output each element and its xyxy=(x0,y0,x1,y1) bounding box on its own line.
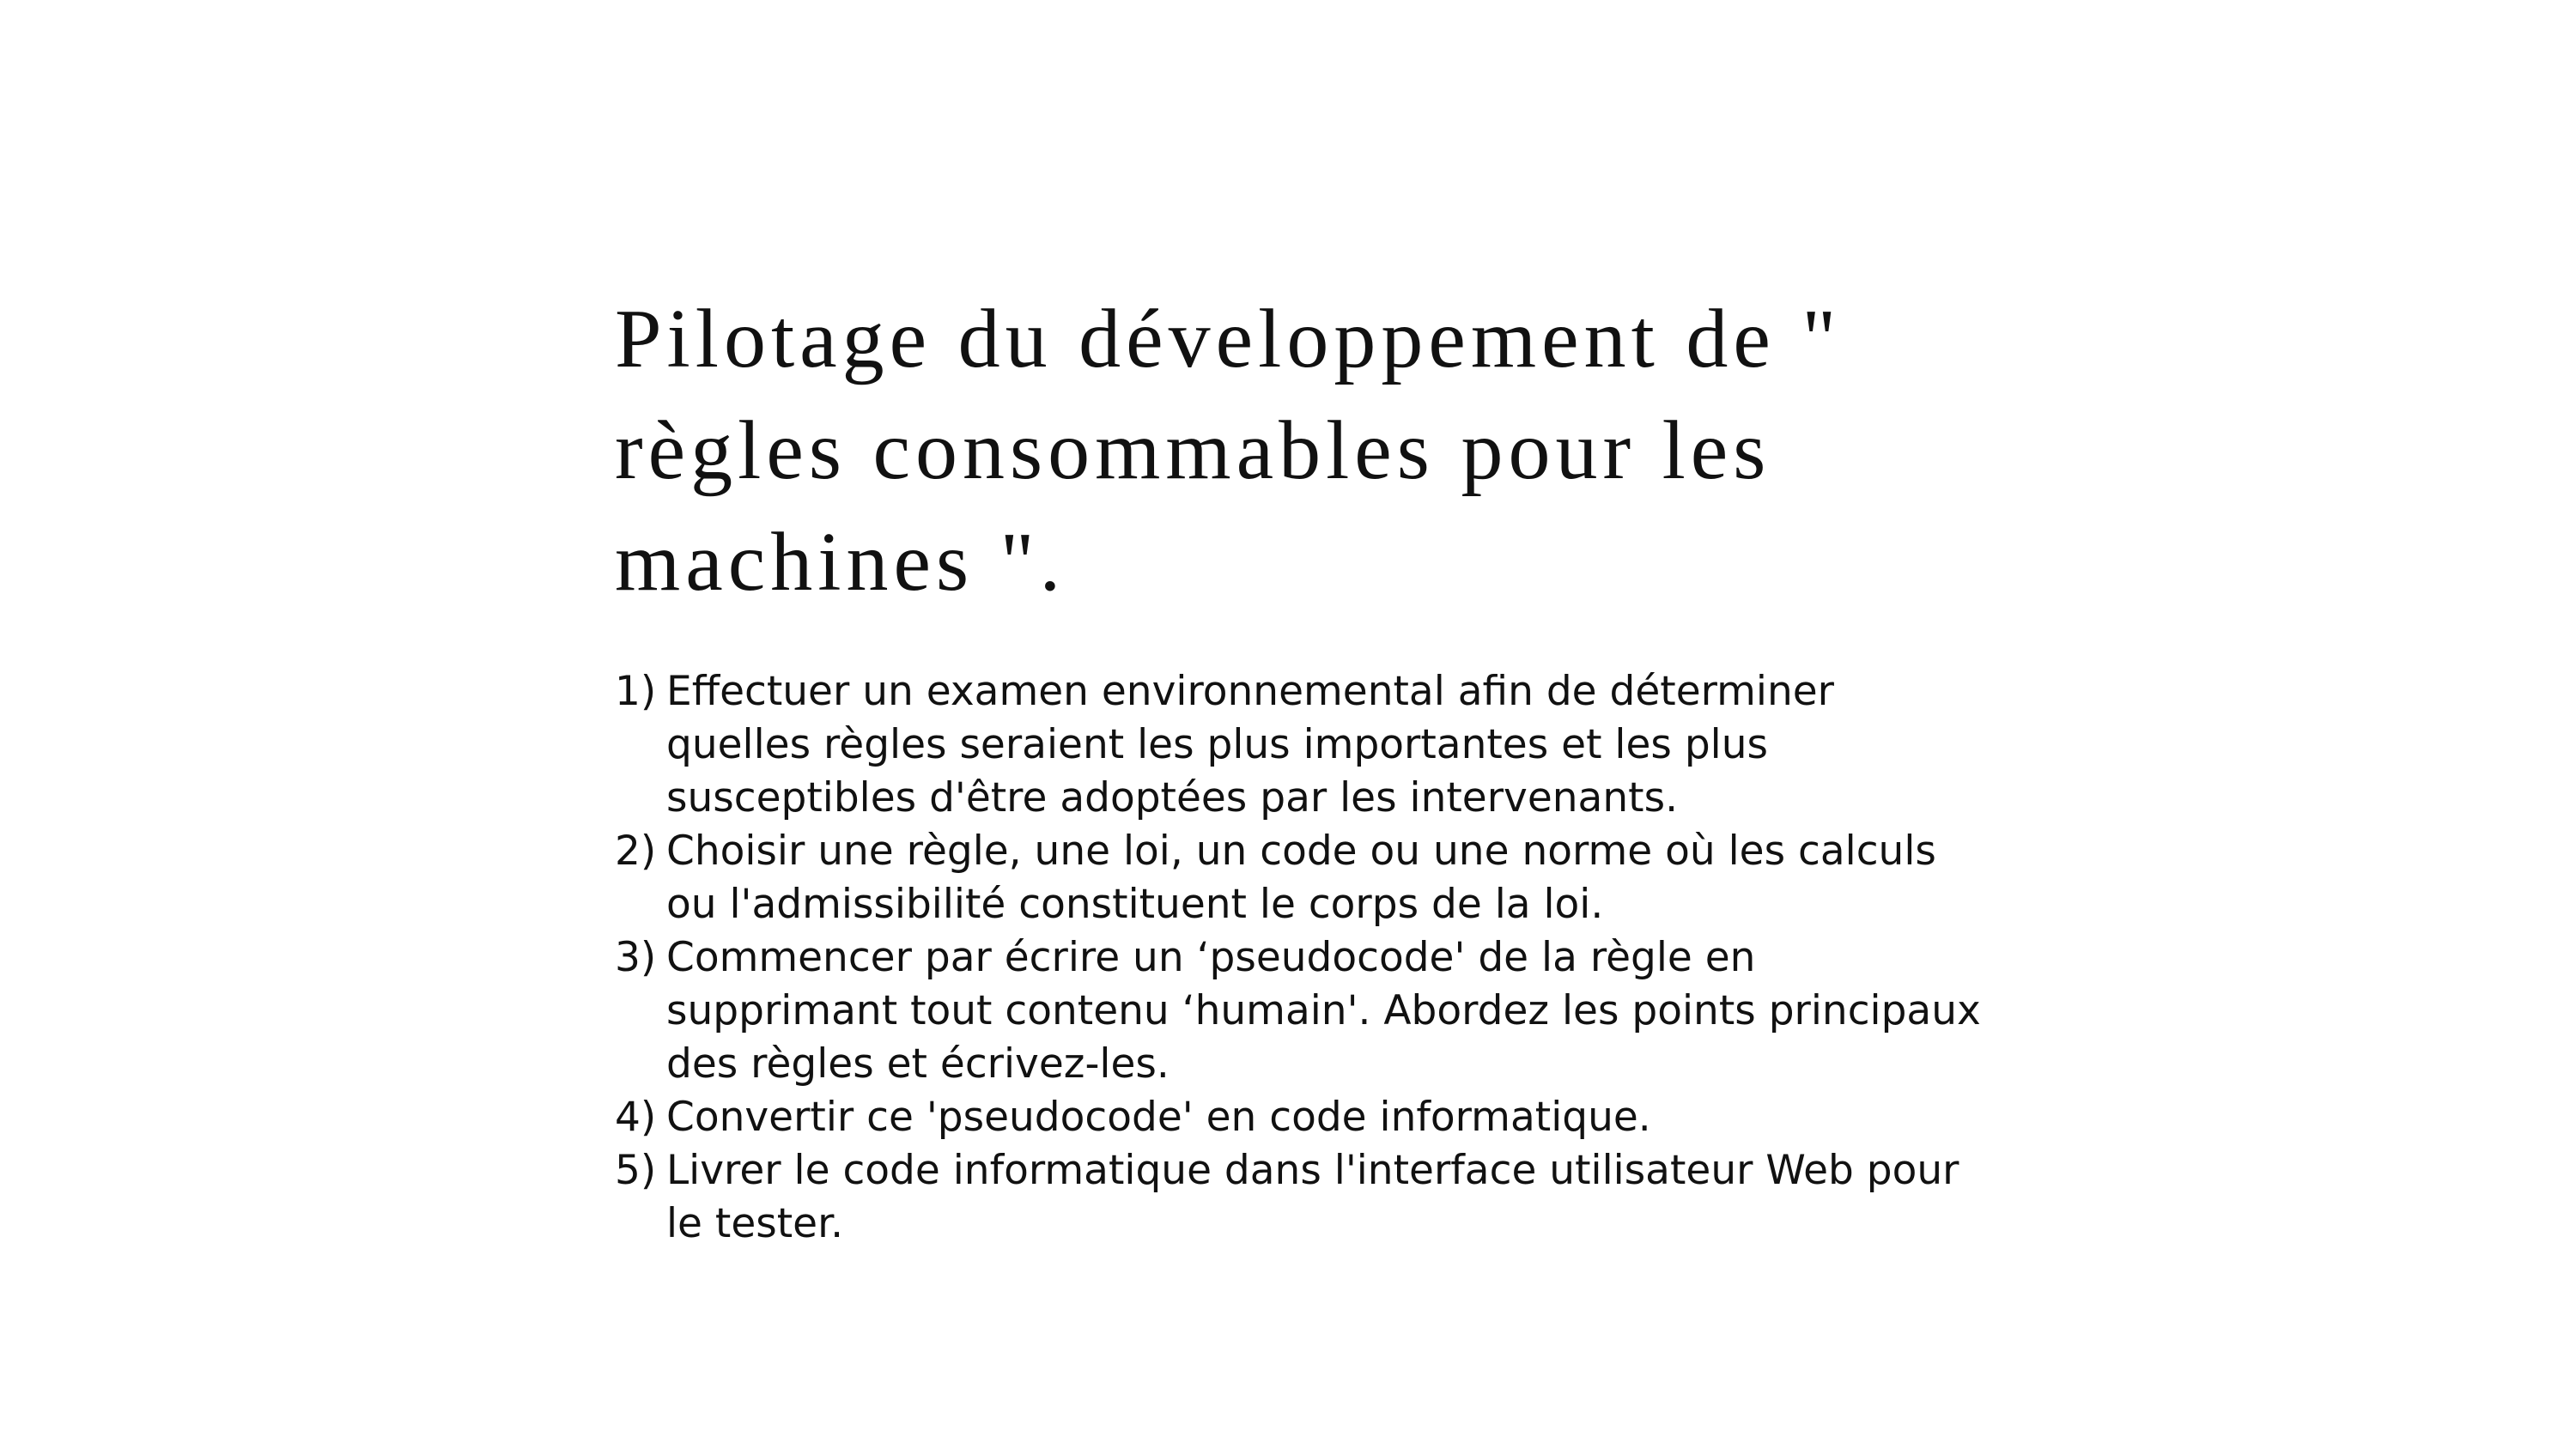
list-item-text: Choisir une règle, une loi, un code ou une norme où les calculs ou l'admissibilité constituent le corps de la loi. xyxy=(666,828,1936,928)
list-item-number: 3) xyxy=(615,934,657,981)
list-item-number: 5) xyxy=(615,1147,657,1194)
steps-list xyxy=(615,665,1989,1251)
list-item-text: Convertir ce 'pseudocode' en code informatique. xyxy=(666,1094,1651,1141)
list-item-text: Livrer le code informatique dans l'interface utilisateur Web pour le tester. xyxy=(666,1147,1959,1247)
list-item-number: 1) xyxy=(615,668,657,715)
list-item-number: 4) xyxy=(615,1094,657,1141)
list-item-2 xyxy=(615,825,1989,931)
list-item-5 xyxy=(615,1144,1989,1251)
list-item-4 xyxy=(615,1091,1989,1144)
list-item-text: Commencer par écrire un ‘pseudocode' de la règle en supprimant tout contenu ‘humain'. Abordez les points principaux des règles et écrivez-les. xyxy=(666,934,1981,1088)
list-item-number: 2) xyxy=(615,828,657,875)
list-item-3 xyxy=(615,931,1989,1091)
list-item-text: Effectuer un examen environnemental afin de déterminer quelles règles seraient les plus importantes et les plus susceptibles d'être adoptées par les intervenants. xyxy=(666,668,1834,822)
slide-title: Pilotage du développement de " règles consommables pour les machines ". xyxy=(615,293,1842,609)
list-item-1 xyxy=(615,665,1989,825)
